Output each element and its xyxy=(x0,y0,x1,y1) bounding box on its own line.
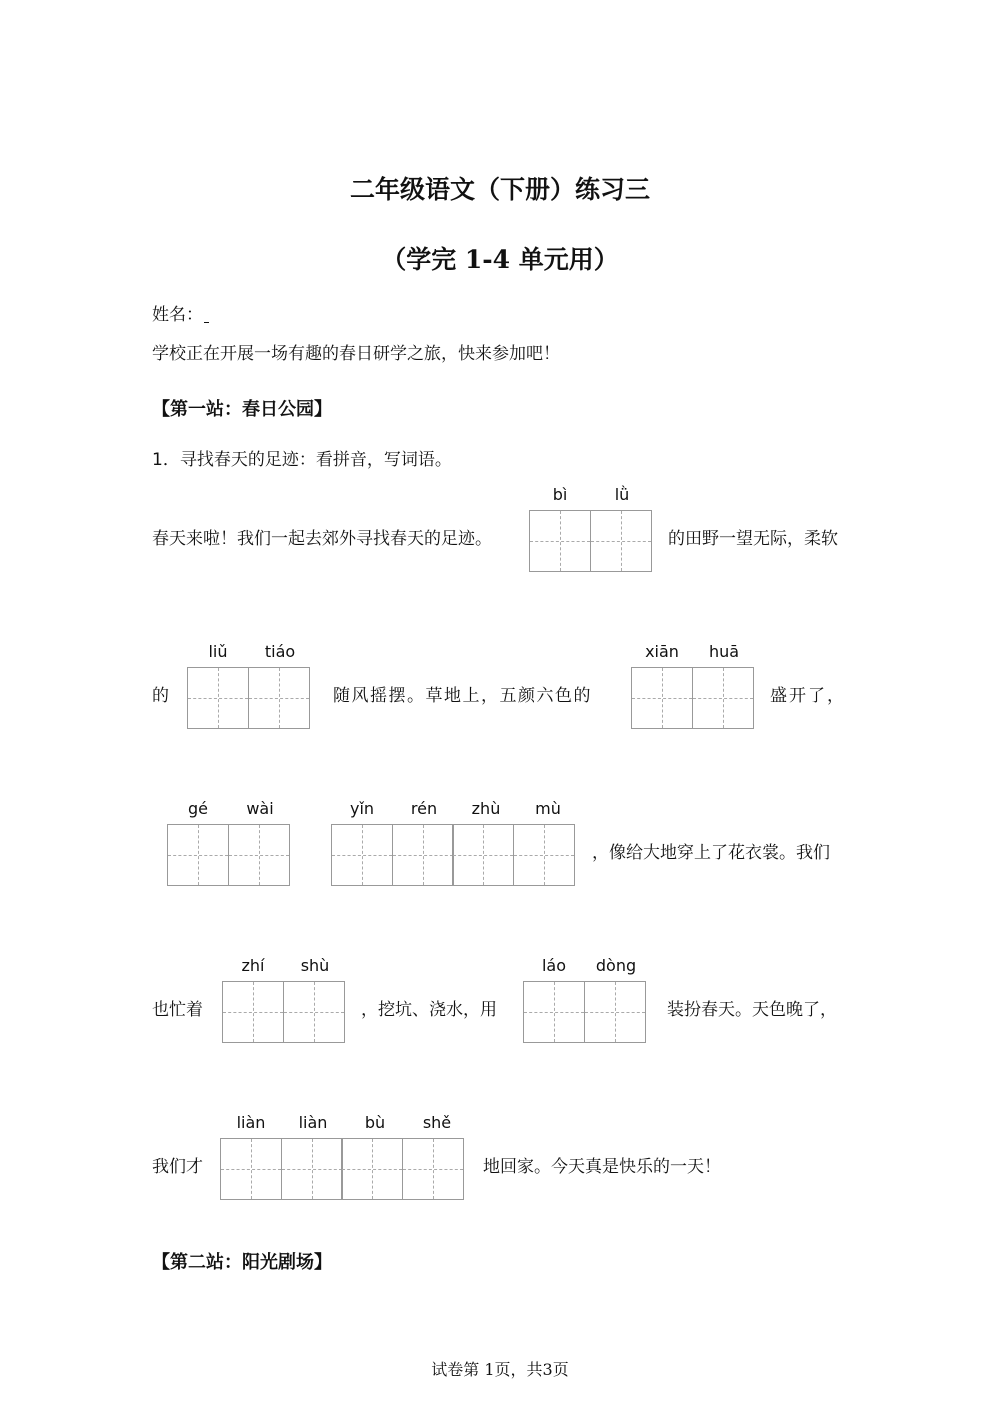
pinyin: lǜ xyxy=(614,485,630,504)
passage-line-1b: 的田野一望无际，柔软 xyxy=(668,529,838,549)
pinyin: xiān xyxy=(645,642,679,661)
page-footer: 试卷第 1页，共3页 xyxy=(431,1360,569,1379)
passage-line-2c: 盛开了， xyxy=(770,686,846,706)
pinyin: mù xyxy=(535,799,561,818)
pinyin: zhù xyxy=(471,799,501,818)
pinyin: shě xyxy=(422,1113,452,1132)
page-subtitle: （学完 1-4 单元用） xyxy=(381,245,619,274)
passage-line-2a: 的 xyxy=(152,686,169,706)
pinyin: tiáo xyxy=(264,642,296,661)
pinyin: wài xyxy=(246,799,274,818)
passage-line-5b: 地回家。今天真是快乐的一天！ xyxy=(483,1157,721,1177)
pinyin: láo xyxy=(541,956,567,975)
pinyin: liǔ xyxy=(208,642,228,661)
pinyin: liàn xyxy=(236,1113,266,1132)
pinyin: huā xyxy=(708,642,740,661)
passage-line-1a: 春天来啦！我们一起去郊外寻找春天的足迹。 xyxy=(152,529,492,549)
pinyin: gé xyxy=(188,799,208,818)
intro-text: 学校正在开展一场有趣的春日研学之旅，快来参加吧！ xyxy=(152,344,560,364)
passage-line-4a: 也忙着 xyxy=(152,1000,203,1020)
pinyin: bù xyxy=(364,1113,386,1132)
name-label: 姓名： xyxy=(152,305,203,325)
passage-line-4b: ，挖坑、浇水，用 xyxy=(361,1000,497,1020)
pinyin: dòng xyxy=(595,956,637,975)
pinyin: shù xyxy=(300,956,330,975)
section-heading-1: 【第一站：春日公园】 xyxy=(152,399,332,420)
pinyin: rén xyxy=(410,799,438,818)
name-blank[interactable] xyxy=(204,322,209,323)
section-heading-2: 【第二站：阳光剧场】 xyxy=(152,1252,332,1273)
passage-line-3a: ，像给大地穿上了花衣裳。我们 xyxy=(592,843,830,863)
question-1: 1．寻找春天的足迹：看拼音，写词语。 xyxy=(152,450,452,470)
pinyin: yǐn xyxy=(349,799,375,818)
pinyin: liàn xyxy=(298,1113,328,1132)
passage-line-5a: 我们才 xyxy=(152,1157,203,1177)
passage-line-2b: 随风摇摆。草地上，五颜六色的 xyxy=(333,686,592,706)
pinyin: bì xyxy=(552,485,568,504)
passage-line-4c: 装扮春天。天色晚了， xyxy=(667,1000,837,1020)
pinyin: zhí xyxy=(241,956,265,975)
page-title: 二年级语文（下册）练习三 xyxy=(349,175,650,204)
